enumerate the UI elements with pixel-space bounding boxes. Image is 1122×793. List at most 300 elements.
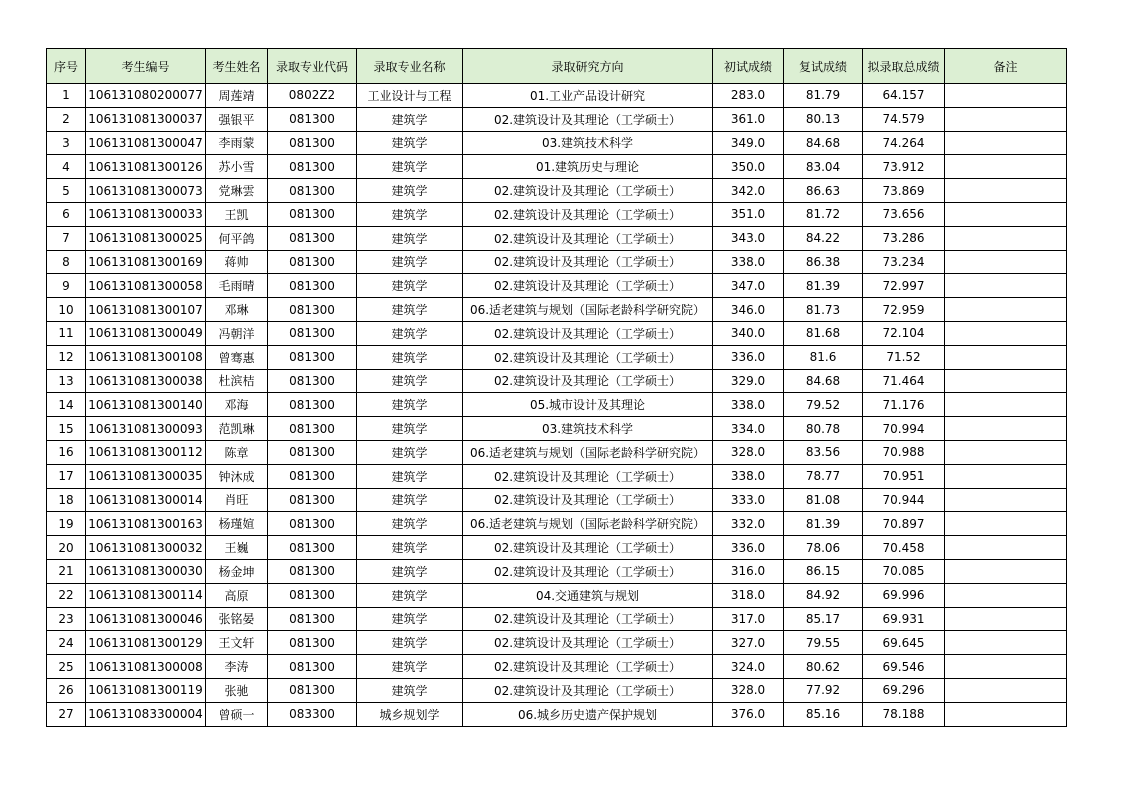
col-major-code-cell: 081300 <box>268 536 357 560</box>
col-initial-score-cell: 336.0 <box>713 536 784 560</box>
col-initial-score-cell: 338.0 <box>713 250 784 274</box>
col-remarks-cell <box>945 607 1067 631</box>
col-major-name-cell: 建筑学 <box>357 393 463 417</box>
col-major-code-cell: 083300 <box>268 702 357 726</box>
col-name-cell: 蒋帅 <box>206 250 268 274</box>
table-row <box>47 631 1067 655</box>
col-initial-score-cell: 283.0 <box>713 84 784 108</box>
col-initial-score-cell: 351.0 <box>713 202 784 226</box>
table-row <box>47 440 1067 464</box>
col-major-name-cell: 建筑学 <box>357 607 463 631</box>
col-remarks-cell <box>945 369 1067 393</box>
col-total-score-cell: 73.286 <box>863 226 945 250</box>
col-remarks-cell <box>945 488 1067 512</box>
col-retest-score-cell: 80.78 <box>784 417 863 441</box>
col-index-cell: 19 <box>47 512 86 536</box>
col-remarks-cell <box>945 631 1067 655</box>
col-major-code-cell: 081300 <box>268 369 357 393</box>
col-retest-score-cell: 78.77 <box>784 464 863 488</box>
col-index-cell: 25 <box>47 655 86 679</box>
col-direction-cell: 02.建筑设计及其理论（工学硕士） <box>463 488 713 512</box>
col-major-name-cell: 建筑学 <box>357 250 463 274</box>
col-direction-cell: 02.建筑设计及其理论（工学硕士） <box>463 226 713 250</box>
col-direction-cell: 02.建筑设计及其理论（工学硕士） <box>463 464 713 488</box>
col-retest-score-cell: 79.55 <box>784 631 863 655</box>
col-total-score-cell: 70.994 <box>863 417 945 441</box>
col-name-header: 考生姓名 <box>206 49 268 84</box>
col-exam-id-cell: 106131081300126 <box>86 155 206 179</box>
col-initial-score-cell: 316.0 <box>713 559 784 583</box>
col-initial-score-cell: 350.0 <box>713 155 784 179</box>
col-direction-cell: 01.建筑历史与理论 <box>463 155 713 179</box>
table-row <box>47 369 1067 393</box>
col-exam-id-cell: 106131081300033 <box>86 202 206 226</box>
col-major-name-cell: 建筑学 <box>357 321 463 345</box>
col-index-cell: 27 <box>47 702 86 726</box>
col-total-score-cell: 70.897 <box>863 512 945 536</box>
col-direction-cell: 02.建筑设计及其理论（工学硕士） <box>463 274 713 298</box>
col-index-cell: 20 <box>47 536 86 560</box>
col-direction-cell: 02.建筑设计及其理论（工学硕士） <box>463 607 713 631</box>
col-exam-id-cell: 106131081300025 <box>86 226 206 250</box>
col-name-cell: 肖旺 <box>206 488 268 512</box>
col-exam-id-cell: 106131081300108 <box>86 345 206 369</box>
col-direction-cell: 02.建筑设计及其理论（工学硕士） <box>463 321 713 345</box>
col-major-name-cell: 建筑学 <box>357 107 463 131</box>
col-initial-score-cell: 376.0 <box>713 702 784 726</box>
col-name-cell: 王巍 <box>206 536 268 560</box>
col-name-cell: 党琳雲 <box>206 179 268 203</box>
col-retest-score-cell: 84.92 <box>784 583 863 607</box>
col-direction-cell: 02.建筑设计及其理论（工学硕士） <box>463 369 713 393</box>
col-major-code-cell: 081300 <box>268 488 357 512</box>
col-exam-id-cell: 106131081300073 <box>86 179 206 203</box>
col-name-cell: 苏小雪 <box>206 155 268 179</box>
col-total-score-cell: 73.869 <box>863 179 945 203</box>
col-index-cell: 2 <box>47 107 86 131</box>
col-remarks-cell <box>945 536 1067 560</box>
col-major-name-cell: 建筑学 <box>357 464 463 488</box>
col-major-code-cell: 081300 <box>268 678 357 702</box>
col-index-cell: 15 <box>47 417 86 441</box>
col-retest-score-cell: 80.13 <box>784 107 863 131</box>
col-retest-score-cell: 79.52 <box>784 393 863 417</box>
col-remarks-cell <box>945 417 1067 441</box>
col-exam-id-cell: 106131081300169 <box>86 250 206 274</box>
col-direction-cell: 06.适老建筑与规划（国际老龄科学研究院） <box>463 298 713 322</box>
col-major-name-cell: 建筑学 <box>357 179 463 203</box>
col-remarks-cell <box>945 274 1067 298</box>
col-major-code-cell: 081300 <box>268 298 357 322</box>
table-row <box>47 274 1067 298</box>
col-index-cell: 24 <box>47 631 86 655</box>
col-name-cell: 冯朝洋 <box>206 321 268 345</box>
table-row <box>47 84 1067 108</box>
col-name-cell: 毛雨晴 <box>206 274 268 298</box>
col-major-name-cell: 建筑学 <box>357 369 463 393</box>
col-remarks-cell <box>945 202 1067 226</box>
col-remarks-cell <box>945 84 1067 108</box>
col-major-code-cell: 081300 <box>268 179 357 203</box>
col-total-score-cell: 64.157 <box>863 84 945 108</box>
col-retest-score-cell: 81.73 <box>784 298 863 322</box>
table-row <box>47 702 1067 726</box>
col-index-cell: 4 <box>47 155 86 179</box>
table-row <box>47 155 1067 179</box>
col-major-code-cell: 081300 <box>268 464 357 488</box>
col-exam-id-cell: 106131081300107 <box>86 298 206 322</box>
col-name-cell: 王文轩 <box>206 631 268 655</box>
col-initial-score-cell: 332.0 <box>713 512 784 536</box>
col-total-score-header: 拟录取总成绩 <box>863 49 945 84</box>
col-remarks-cell <box>945 393 1067 417</box>
table-row <box>47 298 1067 322</box>
col-major-name-cell: 建筑学 <box>357 202 463 226</box>
col-retest-score-cell: 81.39 <box>784 274 863 298</box>
col-direction-cell: 03.建筑技术科学 <box>463 417 713 441</box>
col-index-cell: 5 <box>47 179 86 203</box>
table-row <box>47 226 1067 250</box>
table-row <box>47 512 1067 536</box>
col-retest-score-cell: 84.68 <box>784 131 863 155</box>
col-total-score-cell: 73.234 <box>863 250 945 274</box>
col-exam-id-cell: 106131081300047 <box>86 131 206 155</box>
col-major-name-cell: 建筑学 <box>357 512 463 536</box>
col-major-code-cell: 081300 <box>268 107 357 131</box>
col-remarks-cell <box>945 559 1067 583</box>
table-row <box>47 464 1067 488</box>
col-initial-score-cell: 334.0 <box>713 417 784 441</box>
col-total-score-cell: 70.458 <box>863 536 945 560</box>
col-index-cell: 13 <box>47 369 86 393</box>
col-remarks-cell <box>945 678 1067 702</box>
col-total-score-cell: 72.959 <box>863 298 945 322</box>
table-row <box>47 250 1067 274</box>
col-exam-id-cell: 106131081300119 <box>86 678 206 702</box>
col-total-score-cell: 78.188 <box>863 702 945 726</box>
col-major-code-cell: 081300 <box>268 274 357 298</box>
table-row <box>47 655 1067 679</box>
col-major-name-cell: 城乡规划学 <box>357 702 463 726</box>
col-name-cell: 张铭晏 <box>206 607 268 631</box>
table-row <box>47 583 1067 607</box>
col-remarks-cell <box>945 655 1067 679</box>
col-name-cell: 钟沐成 <box>206 464 268 488</box>
table-body <box>47 84 1067 727</box>
col-total-score-cell: 69.296 <box>863 678 945 702</box>
col-retest-score-cell: 86.38 <box>784 250 863 274</box>
table-row <box>47 607 1067 631</box>
col-retest-score-cell: 85.17 <box>784 607 863 631</box>
col-initial-score-cell: 338.0 <box>713 393 784 417</box>
col-total-score-cell: 69.931 <box>863 607 945 631</box>
col-direction-cell: 01.工业产品设计研究 <box>463 84 713 108</box>
col-major-name-cell: 建筑学 <box>357 440 463 464</box>
col-index-cell: 11 <box>47 321 86 345</box>
col-total-score-cell: 71.464 <box>863 369 945 393</box>
col-initial-score-cell: 338.0 <box>713 464 784 488</box>
col-retest-score-cell: 83.04 <box>784 155 863 179</box>
col-index-cell: 12 <box>47 345 86 369</box>
col-name-cell: 邓海 <box>206 393 268 417</box>
col-index-cell: 14 <box>47 393 86 417</box>
col-total-score-cell: 71.176 <box>863 393 945 417</box>
col-major-name-cell: 工业设计与工程 <box>357 84 463 108</box>
col-exam-id-cell: 106131081300037 <box>86 107 206 131</box>
col-major-code-cell: 081300 <box>268 417 357 441</box>
col-major-code-cell: 081300 <box>268 440 357 464</box>
col-exam-id-header: 考生编号 <box>86 49 206 84</box>
col-retest-score-cell: 81.68 <box>784 321 863 345</box>
col-name-cell: 何平鸽 <box>206 226 268 250</box>
col-remarks-cell <box>945 298 1067 322</box>
col-major-name-cell: 建筑学 <box>357 274 463 298</box>
col-major-code-cell: 081300 <box>268 131 357 155</box>
col-direction-cell: 06.城乡历史遗产保护规划 <box>463 702 713 726</box>
col-retest-score-cell: 83.56 <box>784 440 863 464</box>
col-direction-cell: 06.适老建筑与规划（国际老龄科学研究院） <box>463 440 713 464</box>
col-initial-score-cell: 361.0 <box>713 107 784 131</box>
col-total-score-cell: 73.912 <box>863 155 945 179</box>
col-direction-cell: 02.建筑设计及其理论（工学硕士） <box>463 631 713 655</box>
col-index-cell: 9 <box>47 274 86 298</box>
header-row <box>47 49 1067 84</box>
col-index-cell: 3 <box>47 131 86 155</box>
col-direction-cell: 02.建筑设计及其理论（工学硕士） <box>463 250 713 274</box>
col-total-score-cell: 70.944 <box>863 488 945 512</box>
col-exam-id-cell: 106131081300038 <box>86 369 206 393</box>
col-initial-score-cell: 346.0 <box>713 298 784 322</box>
col-initial-score-cell: 333.0 <box>713 488 784 512</box>
col-name-cell: 邓琳 <box>206 298 268 322</box>
col-total-score-cell: 72.104 <box>863 321 945 345</box>
table-row <box>47 559 1067 583</box>
table-row <box>47 536 1067 560</box>
col-direction-cell: 02.建筑设计及其理论（工学硕士） <box>463 179 713 203</box>
col-direction-header: 录取研究方向 <box>463 49 713 84</box>
col-exam-id-cell: 106131081300008 <box>86 655 206 679</box>
col-major-code-cell: 081300 <box>268 226 357 250</box>
col-index-cell: 17 <box>47 464 86 488</box>
col-initial-score-cell: 336.0 <box>713 345 784 369</box>
col-total-score-cell: 73.656 <box>863 202 945 226</box>
col-name-cell: 杨瑾媗 <box>206 512 268 536</box>
col-major-name-header: 录取专业名称 <box>357 49 463 84</box>
col-major-name-cell: 建筑学 <box>357 583 463 607</box>
col-major-code-cell: 0802Z2 <box>268 84 357 108</box>
col-direction-cell: 02.建筑设计及其理论（工学硕士） <box>463 678 713 702</box>
col-major-code-cell: 081300 <box>268 559 357 583</box>
col-exam-id-cell: 106131081300058 <box>86 274 206 298</box>
col-initial-score-cell: 343.0 <box>713 226 784 250</box>
table-row <box>47 345 1067 369</box>
col-major-code-cell: 081300 <box>268 202 357 226</box>
col-remarks-cell <box>945 155 1067 179</box>
col-retest-score-header: 复试成绩 <box>784 49 863 84</box>
col-name-cell: 强银平 <box>206 107 268 131</box>
col-initial-score-header: 初试成绩 <box>713 49 784 84</box>
col-major-code-cell: 081300 <box>268 512 357 536</box>
col-major-code-cell: 081300 <box>268 321 357 345</box>
col-direction-cell: 06.适老建筑与规划（国际老龄科学研究院） <box>463 512 713 536</box>
col-index-cell: 22 <box>47 583 86 607</box>
col-retest-score-cell: 81.08 <box>784 488 863 512</box>
col-retest-score-cell: 84.68 <box>784 369 863 393</box>
col-direction-cell: 02.建筑设计及其理论（工学硕士） <box>463 107 713 131</box>
col-retest-score-cell: 80.62 <box>784 655 863 679</box>
table-row <box>47 202 1067 226</box>
col-index-cell: 18 <box>47 488 86 512</box>
col-remarks-cell <box>945 226 1067 250</box>
col-major-name-cell: 建筑学 <box>357 536 463 560</box>
col-retest-score-cell: 85.16 <box>784 702 863 726</box>
col-total-score-cell: 70.988 <box>863 440 945 464</box>
col-name-cell: 李涛 <box>206 655 268 679</box>
col-remarks-cell <box>945 702 1067 726</box>
col-remarks-cell <box>945 512 1067 536</box>
col-name-cell: 杨金坤 <box>206 559 268 583</box>
table-row <box>47 488 1067 512</box>
col-index-cell: 26 <box>47 678 86 702</box>
col-major-code-cell: 081300 <box>268 393 357 417</box>
col-direction-cell: 02.建筑设计及其理论（工学硕士） <box>463 345 713 369</box>
col-exam-id-cell: 106131081300049 <box>86 321 206 345</box>
col-remarks-cell <box>945 250 1067 274</box>
col-major-name-cell: 建筑学 <box>357 345 463 369</box>
col-index-cell: 8 <box>47 250 86 274</box>
col-remarks-cell <box>945 440 1067 464</box>
admission-table <box>46 48 1067 727</box>
col-retest-score-cell: 81.39 <box>784 512 863 536</box>
col-major-code-cell: 081300 <box>268 250 357 274</box>
col-remarks-cell <box>945 179 1067 203</box>
col-major-name-cell: 建筑学 <box>357 678 463 702</box>
col-retest-score-cell: 78.06 <box>784 536 863 560</box>
col-major-code-header: 录取专业代码 <box>268 49 357 84</box>
col-exam-id-cell: 106131081300046 <box>86 607 206 631</box>
col-major-name-cell: 建筑学 <box>357 226 463 250</box>
col-exam-id-cell: 106131081300014 <box>86 488 206 512</box>
col-initial-score-cell: 328.0 <box>713 678 784 702</box>
col-remarks-cell <box>945 345 1067 369</box>
col-index-cell: 6 <box>47 202 86 226</box>
col-total-score-cell: 70.951 <box>863 464 945 488</box>
col-retest-score-cell: 86.63 <box>784 179 863 203</box>
col-exam-id-cell: 106131081300093 <box>86 417 206 441</box>
col-remarks-cell <box>945 464 1067 488</box>
col-exam-id-cell: 106131081300112 <box>86 440 206 464</box>
col-initial-score-cell: 347.0 <box>713 274 784 298</box>
col-index-cell: 16 <box>47 440 86 464</box>
col-name-cell: 杜滨桔 <box>206 369 268 393</box>
col-major-code-cell: 081300 <box>268 583 357 607</box>
col-retest-score-cell: 86.15 <box>784 559 863 583</box>
col-direction-cell: 02.建筑设计及其理论（工学硕士） <box>463 202 713 226</box>
col-total-score-cell: 74.264 <box>863 131 945 155</box>
col-name-cell: 范凯琳 <box>206 417 268 441</box>
col-initial-score-cell: 349.0 <box>713 131 784 155</box>
col-exam-id-cell: 106131080200077 <box>86 84 206 108</box>
table-row <box>47 179 1067 203</box>
col-total-score-cell: 70.085 <box>863 559 945 583</box>
col-initial-score-cell: 342.0 <box>713 179 784 203</box>
col-initial-score-cell: 329.0 <box>713 369 784 393</box>
col-retest-score-cell: 81.6 <box>784 345 863 369</box>
col-remarks-cell <box>945 583 1067 607</box>
col-major-code-cell: 081300 <box>268 655 357 679</box>
col-name-cell: 高原 <box>206 583 268 607</box>
col-exam-id-cell: 106131081300035 <box>86 464 206 488</box>
col-name-cell: 王凯 <box>206 202 268 226</box>
col-total-score-cell: 69.645 <box>863 631 945 655</box>
col-initial-score-cell: 324.0 <box>713 655 784 679</box>
col-retest-score-cell: 84.22 <box>784 226 863 250</box>
col-index-cell: 23 <box>47 607 86 631</box>
col-initial-score-cell: 318.0 <box>713 583 784 607</box>
col-exam-id-cell: 106131081300129 <box>86 631 206 655</box>
col-index-cell: 7 <box>47 226 86 250</box>
col-direction-cell: 02.建筑设计及其理论（工学硕士） <box>463 536 713 560</box>
col-index-cell: 10 <box>47 298 86 322</box>
col-exam-id-cell: 106131081300032 <box>86 536 206 560</box>
col-direction-cell: 02.建筑设计及其理论（工学硕士） <box>463 559 713 583</box>
col-major-name-cell: 建筑学 <box>357 155 463 179</box>
col-initial-score-cell: 317.0 <box>713 607 784 631</box>
col-initial-score-cell: 327.0 <box>713 631 784 655</box>
col-index-header: 序号 <box>47 49 86 84</box>
col-major-name-cell: 建筑学 <box>357 298 463 322</box>
col-total-score-cell: 69.546 <box>863 655 945 679</box>
col-total-score-cell: 69.996 <box>863 583 945 607</box>
col-exam-id-cell: 106131081300030 <box>86 559 206 583</box>
col-major-code-cell: 081300 <box>268 631 357 655</box>
col-remarks-cell <box>945 321 1067 345</box>
col-retest-score-cell: 81.79 <box>784 84 863 108</box>
col-exam-id-cell: 106131081300140 <box>86 393 206 417</box>
col-major-name-cell: 建筑学 <box>357 131 463 155</box>
col-major-name-cell: 建筑学 <box>357 631 463 655</box>
col-direction-cell: 05.城市设计及其理论 <box>463 393 713 417</box>
col-major-name-cell: 建筑学 <box>357 559 463 583</box>
col-direction-cell: 02.建筑设计及其理论（工学硕士） <box>463 655 713 679</box>
col-major-code-cell: 081300 <box>268 345 357 369</box>
col-retest-score-cell: 77.92 <box>784 678 863 702</box>
col-remarks-cell <box>945 107 1067 131</box>
col-remarks-header: 备注 <box>945 49 1067 84</box>
col-retest-score-cell: 81.72 <box>784 202 863 226</box>
col-exam-id-cell: 106131081300114 <box>86 583 206 607</box>
col-name-cell: 张驰 <box>206 678 268 702</box>
col-index-cell: 1 <box>47 84 86 108</box>
col-major-code-cell: 081300 <box>268 155 357 179</box>
col-exam-id-cell: 106131081300163 <box>86 512 206 536</box>
col-major-code-cell: 081300 <box>268 607 357 631</box>
col-index-cell: 21 <box>47 559 86 583</box>
table-row <box>47 678 1067 702</box>
col-major-name-cell: 建筑学 <box>357 655 463 679</box>
table-row <box>47 393 1067 417</box>
table-row <box>47 321 1067 345</box>
col-major-name-cell: 建筑学 <box>357 417 463 441</box>
col-direction-cell: 04.交通建筑与规划 <box>463 583 713 607</box>
col-exam-id-cell: 106131083300004 <box>86 702 206 726</box>
col-name-cell: 曾骞惠 <box>206 345 268 369</box>
col-name-cell: 曾硕一 <box>206 702 268 726</box>
col-name-cell: 李雨蒙 <box>206 131 268 155</box>
col-name-cell: 周莲靖 <box>206 84 268 108</box>
col-total-score-cell: 71.52 <box>863 345 945 369</box>
col-name-cell: 陈章 <box>206 440 268 464</box>
